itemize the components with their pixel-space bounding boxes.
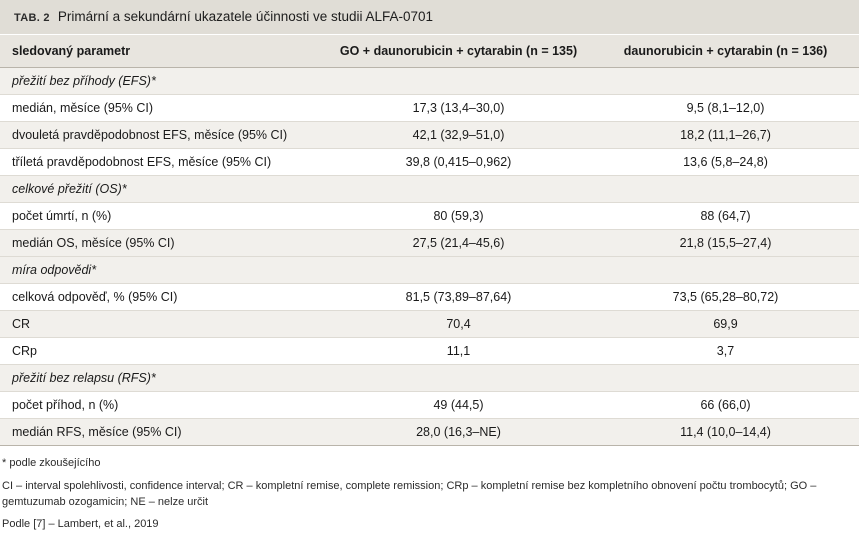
cell-arm-control: 66 (66,0): [592, 392, 859, 419]
cell-arm-control: [592, 257, 859, 284]
cell-arm-go: 49 (44,5): [325, 392, 592, 419]
cell-parameter: přežití bez relapsu (RFS)*: [0, 365, 325, 392]
cell-arm-go: 81,5 (73,89–87,64): [325, 284, 592, 311]
footnote-source: Podle [7] – Lambert, et al., 2019: [2, 517, 159, 530]
table-row: [0, 419, 859, 446]
table-row: [0, 149, 859, 176]
footnote-abbreviations: CI – interval spolehlivosti, confidence interval; CR – kompletní remise, complete remission; CRp – kompletní remise bez kompletního obnovení počtu trombocytů; GO – gemtuzumab ozogamicin; NE – nelze určit: [2, 479, 817, 508]
cell-arm-control: 11,4 (10,0–14,4): [592, 419, 859, 446]
table-number-label: TAB. 2: [14, 12, 50, 24]
cell-arm-go: 39,8 (0,415–0,962): [325, 149, 592, 176]
column-header-arm-control: daunorubicin + cytarabin (n = 136): [592, 35, 859, 68]
cell-arm-control: 13,6 (5,8–24,8): [592, 149, 859, 176]
cell-arm-control: [592, 365, 859, 392]
table-header-row: [0, 35, 859, 68]
table-row: [0, 338, 859, 365]
table-row: [0, 95, 859, 122]
cell-arm-go: [325, 257, 592, 284]
table-caption: [0, 0, 859, 35]
cell-parameter: míra odpovědi*: [0, 257, 325, 284]
table-section-row: [0, 68, 859, 95]
cell-arm-control: [592, 176, 859, 203]
cell-arm-control: 88 (64,7): [592, 203, 859, 230]
table-body: [0, 68, 859, 446]
cell-arm-go: [325, 68, 592, 95]
cell-parameter: tříletá pravděpodobnost EFS, měsíce (95% CI): [0, 149, 325, 176]
footnote-star: * podle zkoušejícího: [2, 457, 101, 469]
cell-arm-control: 9,5 (8,1–12,0): [592, 95, 859, 122]
cell-arm-control: 3,7: [592, 338, 859, 365]
table-row: [0, 230, 859, 257]
table-row: [0, 284, 859, 311]
cell-arm-go: 80 (59,3): [325, 203, 592, 230]
cell-parameter: přežití bez příhody (EFS)*: [0, 68, 325, 95]
table-row: [0, 392, 859, 419]
cell-arm-go: 70,4: [325, 311, 592, 338]
cell-arm-go: 42,1 (32,9–51,0): [325, 122, 592, 149]
column-header-parameter: sledovaný parametr: [0, 35, 325, 68]
cell-arm-control: 73,5 (65,28–80,72): [592, 284, 859, 311]
cell-parameter: celkové přežití (OS)*: [0, 176, 325, 203]
cell-parameter: CR: [0, 311, 325, 338]
table-row: [0, 203, 859, 230]
cell-arm-go: 11,1: [325, 338, 592, 365]
cell-parameter: dvouletá pravděpodobnost EFS, měsíce (95% CI): [0, 122, 325, 149]
cell-parameter: medián, měsíce (95% CI): [0, 95, 325, 122]
cell-parameter: medián OS, měsíce (95% CI): [0, 230, 325, 257]
cell-parameter: počet úmrtí, n (%): [0, 203, 325, 230]
cell-arm-control: 18,2 (11,1–26,7): [592, 122, 859, 149]
efficacy-results-table: [0, 35, 859, 446]
table-header: [0, 35, 859, 68]
cell-arm-go: [325, 365, 592, 392]
table-footnotes: [0, 446, 859, 533]
cell-arm-go: 28,0 (16,3–NE): [325, 419, 592, 446]
cell-parameter: CRp: [0, 338, 325, 365]
table-title: Primární a sekundární ukazatele účinnosti ve studii ALFA-0701: [57, 9, 434, 24]
cell-arm-go: 27,5 (21,4–45,6): [325, 230, 592, 257]
column-header-arm-go: GO + daunorubicin + cytarabin (n = 135): [325, 35, 592, 68]
table-row: [0, 122, 859, 149]
cell-parameter: celková odpověď, % (95% CI): [0, 284, 325, 311]
cell-arm-go: 17,3 (13,4–30,0): [325, 95, 592, 122]
table-section-row: [0, 176, 859, 203]
cell-parameter: počet příhod, n (%): [0, 392, 325, 419]
cell-arm-control: 69,9: [592, 311, 859, 338]
cell-parameter: medián RFS, měsíce (95% CI): [0, 419, 325, 446]
table-section-row: [0, 257, 859, 284]
table-row: [0, 311, 859, 338]
cell-arm-control: 21,8 (15,5–27,4): [592, 230, 859, 257]
cell-arm-go: [325, 176, 592, 203]
table-section-row: [0, 365, 859, 392]
cell-arm-control: [592, 68, 859, 95]
